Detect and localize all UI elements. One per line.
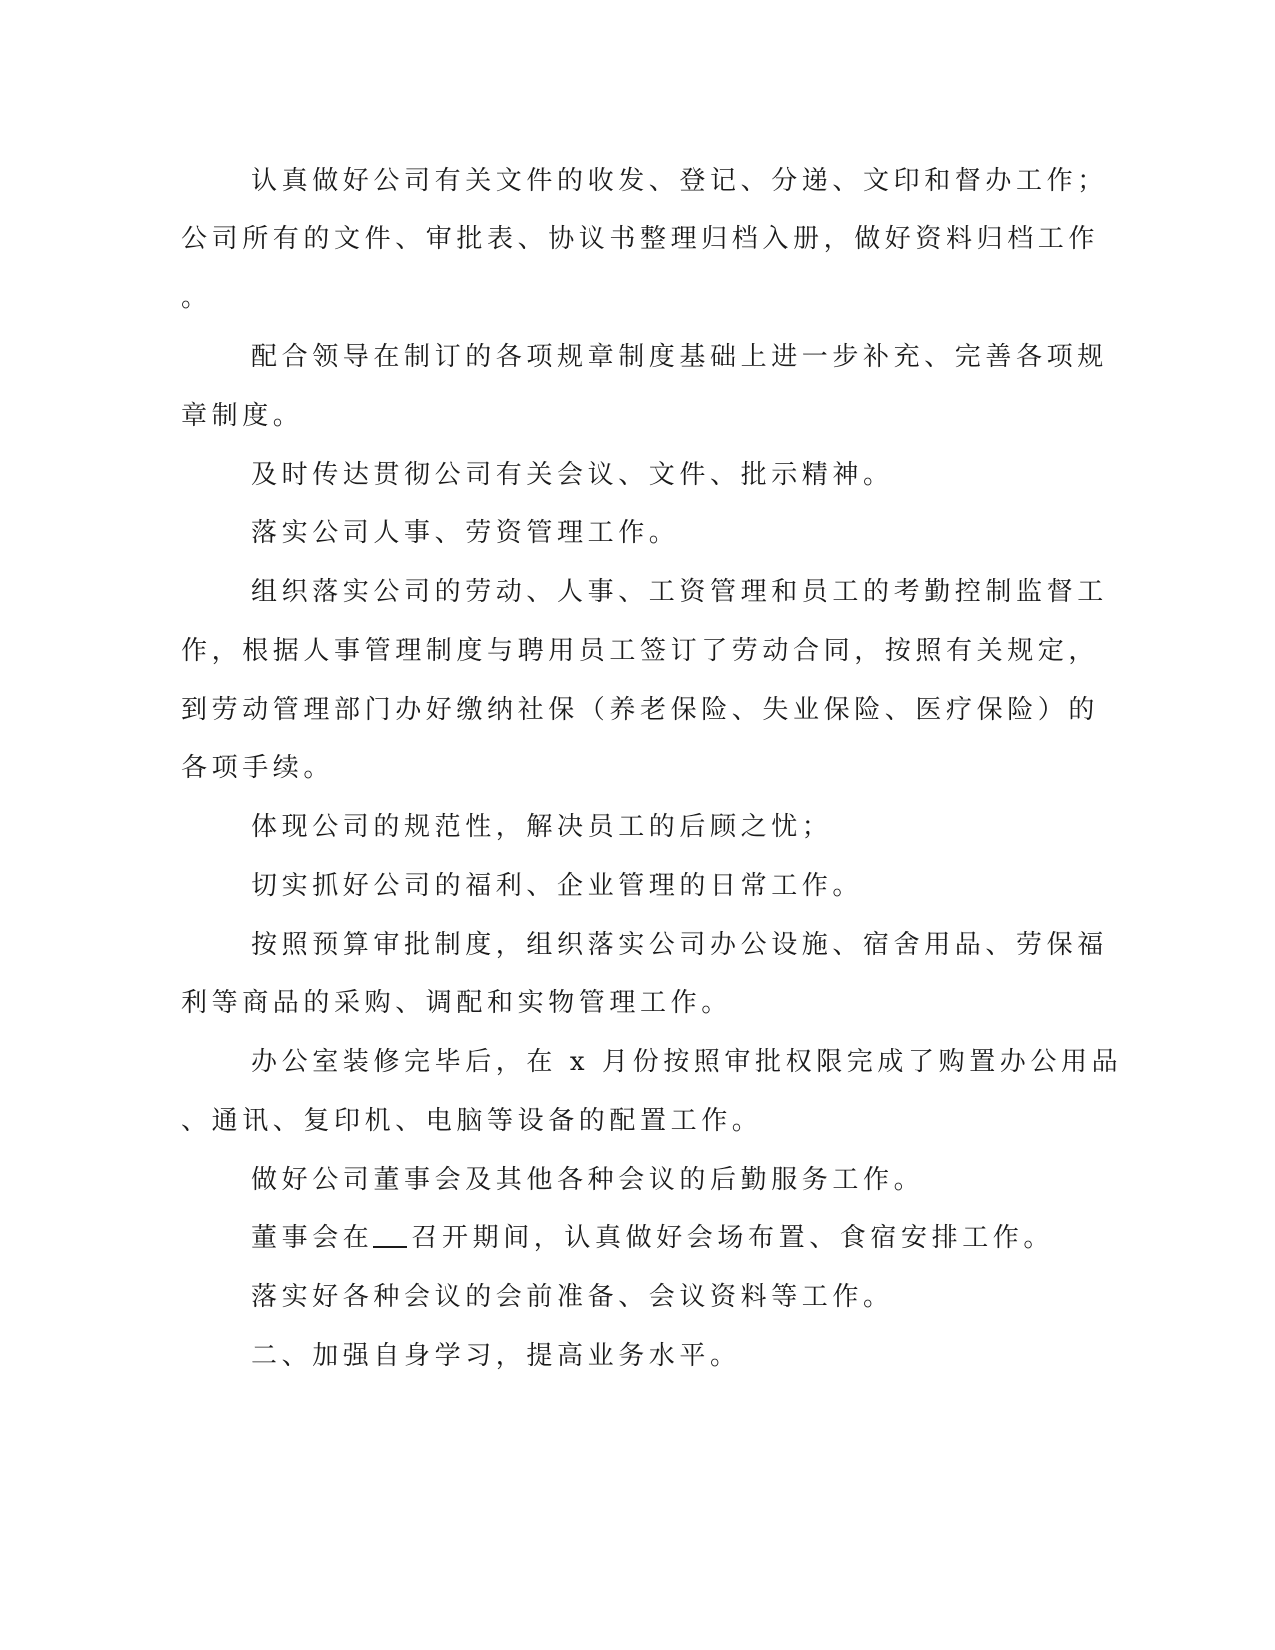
text-line: 按照预算审批制度，组织落实公司办公设施、宿舍用品、劳保福 xyxy=(251,930,1108,960)
text-line: 、通讯、复印机、电脑等设备的配置工作。 xyxy=(181,1106,763,1136)
text-segment: 召开期间，认真做好会场布置、食宿安排工作。 xyxy=(411,1223,1055,1253)
text-line: 落实公司人事、劳资管理工作。 xyxy=(251,518,680,548)
text-line: 落实好各种会议的会前准备、会议资料等工作。 xyxy=(251,1282,894,1312)
text-line: 办公室装修完毕后，在 x 月份按照审批权限完成了购置办公用品 xyxy=(251,1047,1123,1077)
text-line: 切实抓好公司的福利、企业管理的日常工作。 xyxy=(251,871,864,901)
text-segment: 董事会在 xyxy=(251,1223,374,1253)
text-line: 二、加强自身学习，提高业务水平。 xyxy=(251,1341,741,1371)
text-line: 配合领导在制订的各项规章制度基础上进一步补充、完善各项规 xyxy=(251,342,1108,372)
text-line: 到劳动管理部门办好缴纳社保（养老保险、失业保险、医疗保险）的 xyxy=(181,695,1100,725)
text-line-with-blank xyxy=(251,1222,1054,1254)
text-line: 认真做好公司有关文件的收发、登记、分递、文印和督办工作； xyxy=(251,166,1108,196)
text-line: 公司所有的文件、审批表、协议书整理归档入册，做好资料归档工作 xyxy=(181,224,1100,254)
text-line: 作，根据人事管理制度与聘用员工签订了劳动合同，按照有关规定， xyxy=(181,636,1100,666)
text-line: 章制度。 xyxy=(181,401,304,431)
text-line: 。 xyxy=(181,283,212,313)
fill-in-blank xyxy=(373,1222,407,1248)
text-line: 利等商品的采购、调配和实物管理工作。 xyxy=(181,988,732,1018)
text-line: 及时传达贯彻公司有关会议、文件、批示精神。 xyxy=(251,460,894,490)
text-line: 体现公司的规范性，解决员工的后顾之忧； xyxy=(251,812,833,842)
text-line: 组织落实公司的劳动、人事、工资管理和员工的考勤控制监督工 xyxy=(251,577,1108,607)
text-line: 各项手续。 xyxy=(181,753,335,783)
text-line: 做好公司董事会及其他各种会议的后勤服务工作。 xyxy=(251,1165,925,1195)
